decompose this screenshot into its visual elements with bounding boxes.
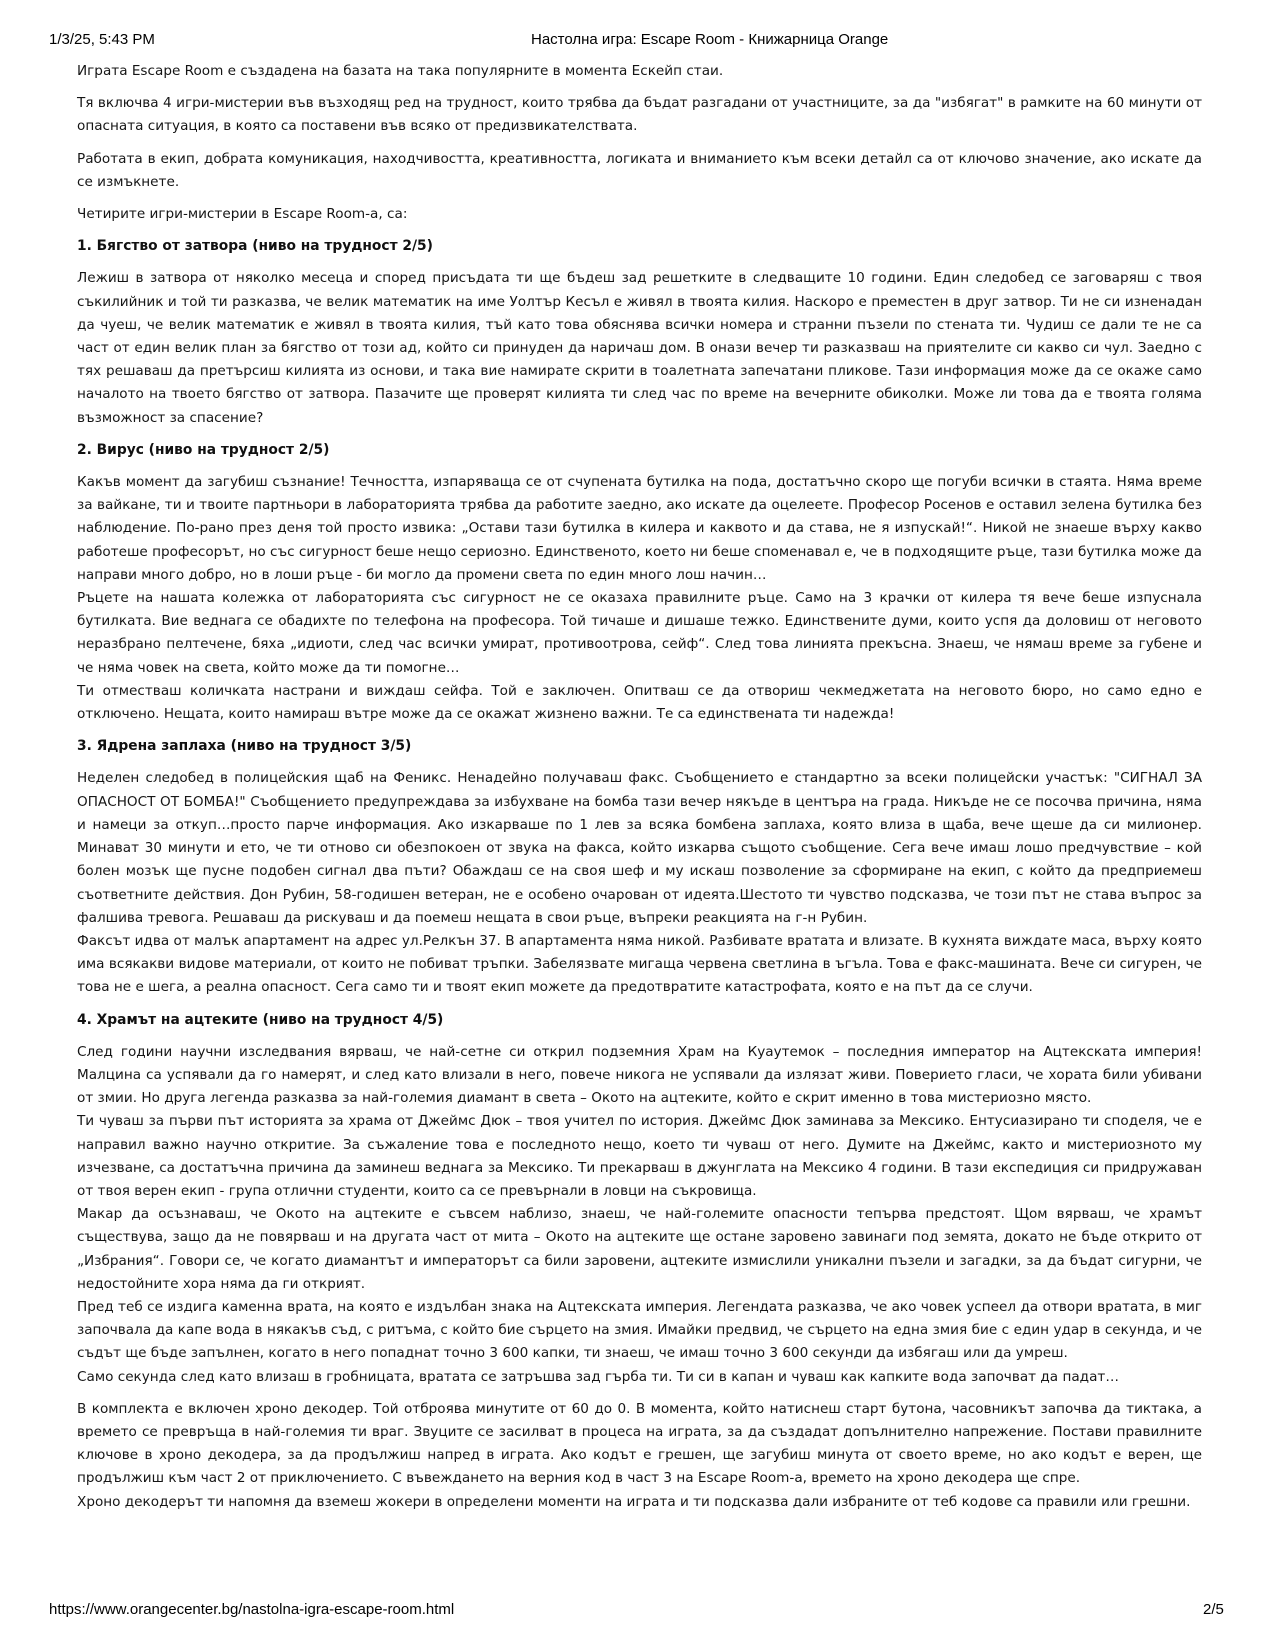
section-paragraph: След години научни изследвания вярваш, че най-сетне си открил подземния Храм на Куаутемок – последния император на Ацтекската империя! Малцина са успявали да го намерят, и след като влизали в него, повече никога не успявали да излязат живи. Повериeто гласи, че хората били убивани от змии. Но друга легенда разказва за най-големия диамант в света – Окото на ацтеките, който е скрит именно в това мистериозно място. bbox=[77, 1043, 1202, 1107]
section-heading: 3. Ядрена заплаха (ниво на трудност 3/5) bbox=[77, 738, 412, 755]
section-heading: 2. Вирус (ниво на трудност 2/5) bbox=[77, 441, 330, 458]
page-url[interactable]: https://www.orangecenter.bg/nastolna-igra-escape-room.html bbox=[49, 1601, 455, 1618]
section-paragraph: Какъв момент да загубиш съзнание! Течността, изпаряваща се от счупената бутилка на пода, достатъчно скоро ще погуби всички в стаята. Няма време за вайкане, ти и твоите партньори в лабораторията трябва да работите заедно, ако искате да оцелеете. Професор Росенов е оставил зелена бутилка без наблюдение. По-рано през деня той просто извика: „Остави тази бутилка в килера и каквото и да става, не я изпускай!“. Никой не знаеше върху какво работеше професорът, но със сигурност беше нещо сериозно. Единственото, което ни беше споменавал е, че в подходящите ръце, тази бутилка може да направи много добро, но в лоши ръце - би могло да промени света по един много лош начин… bbox=[77, 474, 1202, 583]
section-paragraph: Само секунда след като влизаш в гробницата, вратата се затръшва зад гърба ти. Ти си в капан и чуваш как капките вода започват да падат… bbox=[77, 1368, 1119, 1385]
closing-paragraph: Хроно декодерът ти напомня да вземеш жокери в определени моменти на играта и ти подсказва дали избраните от теб кодове са правили или грешни. bbox=[77, 1493, 1191, 1510]
section-paragraph: Ти чуваш за първи път историята за храма от Джеймс Дюк – твоя учител по история. Джеймс Дюк заминава за Мексико. Ентусиазирано ти споделя, че е направил важно научно откритие. За съжаление това е последното нещо, което ти чуваш от него. Думите на Джеймс, както и мистериозното му изчезване, са достатъчна причина да заминеш веднага за Мексико. Ти прекарваш в джунглата на Мексико 4 години. В тази експедиция си придружаван от твоя верен екип - група отлични студенти, които са се превърнали в ловци на съкровища. bbox=[77, 1113, 1202, 1199]
closing-paragraph: В комплекта е включен хроно декодер. Той отброява минутите от 60 до 0. В момента, който натиснеш старт бутона, часовникът започва да тиктака, а времето се превръща в най-големия ти враг. Звуците се засилват в процеса на играта, за да създадат допълнително напрежение. Постави правилните ключове в хроно декодера, за да продължиш напред в играта. Ако кодът е грешен, ще загубиш минута от своето време, но ако кодът е верен, ще продължиш към част 2 от приключението. С въвеждането на верния код в част 3 на Escape Room-а, времето на хроно декодера ще спре. bbox=[77, 1400, 1202, 1487]
section-heading: 1. Бягство от затвора (ниво на трудност 2/5) bbox=[77, 238, 433, 255]
section-paragraph: Лежиш в затвора от няколко месеца и според присъдата ти ще бъдеш зад решетките в следващите 10 години. Един следобед се заговаряш с твоя съкилийник и той ти разказва, че велик математик на име Уолтър Кесъл е живял в твоята килия. Наскоро е преместен в друг затвор. Ти не си изненадан да чуеш, че велик математик е живял в твоята килия, тъй като това обяснява всички номера и странни пъзели по стената ти. Чудиш се дали те не са част от един велик план за бягство от този ад, който си принуден да наричаш дом. В онази вечер ти разказваш на приятелите си какво си чул. Заедно с тях решаваш да претърсиш килията из основи, и така вие намирате скрити в тоалетната запечатани пликове. Тази информация може да се окаже само началото на твоето бягство от затвора. Пазачите ще проверят килията ти след час по време на вечерните обиколки. Може ли това да е твоята голяма възможност за спасение? bbox=[77, 270, 1202, 426]
section-paragraph: Пред теб се издига каменна врата, на която е издълбан знака на Ацтекската империя. Легендата разказва, че ако човек успеел да отвори вратата, в миг започвала да капе вода в някакъв съд, с ритъма, с който бие сърцето на змия. Имайки предвид, че сърцето на една змия бие с един удар в секунда, и че съдът ще бъде запълнен, когато в него попаднат точно 3 600 капки, ти знаеш, че имаш точно 3 600 секунди да избягаш или да умреш. bbox=[77, 1298, 1202, 1362]
intro-paragraph: Тя включва 4 игри-мистерии във възходящ ред на трудност, които трябва да бъдат разгадани от участниците, за да "избягат" в рамките на 60 минути от опасната ситуация, в която са поставени във всяко от предизвикателствата. bbox=[77, 95, 1202, 135]
page-title: Настолна игра: Escape Room - Книжарница Orange bbox=[531, 31, 889, 48]
page-number: 2/5 bbox=[1203, 1601, 1224, 1618]
section-paragraph: Неделен следобед в полицейския щаб на Феникс. Ненадейно получаваш факс. Съобщението е стандартно за всеки полицейски участък: "СИГНАЛ ЗА ОПАСНОСТ ОТ БОМБА!" Съобщението предупреждава за избухване на бомба тази вечер някъде в центъра на града. Никъде не се посочва причина, няма и намеци за откуп…просто парче информация. Ако изкарваше по 1 лев за всяка бомбена заплаха, която влиза в щаба, вече щеше да си милионер. Минават 30 минути и ето, че ти отново си обезпокоен от звука на факса, който изкарва същото съобщение. Сега вече имаш лошо предчувствие – кой болен мозък ще пусне подобен сигнал два пъти? Обаждаш се на своя шеф и му искаш позволение за сформиране на екип, с който да предприемеш съответните действия. Дон Рубин, 58-годишен ветеран, не е особено очарован от идеята.Шестото ти чувство подсказва, че този път не става въпрос за фалшива тревога. Решаваш да рискуваш и да поемеш нещата в свои ръце, въпреки реакцията на г-н Рубин. bbox=[77, 770, 1202, 926]
intro-paragraph: Играта Escape Room е създадена на базата на така популярните в момента Ескейп стаи. bbox=[77, 63, 724, 79]
section-paragraph: Ръцете на нашата колежка от лабораторията със сигурност не се оказаха правилните ръце. Само на 3 крачки от килера тя вече беше изпуснала бутилката. Вие веднага се обадихте по телефона на професора. Той тичаше и дишаше тежко. Единствените думи, които успя да доловиш от неговото неразбрано пелтечене, бяха „идиоти, след час всички умират, противоотрова, сейф“. След това линията прекъсна. Знаеш, че нямаш време за губене и че няма човек на света, който може да ти помогне… bbox=[77, 590, 1202, 676]
intro-paragraph: Работата в екип, добрата комуникация, находчивостта, креативността, логиката и вниманието към всеки детайл са от ключово значение, ако искате да се измъкнете. bbox=[77, 150, 1202, 190]
section-paragraph: Макар да осъзнаваш, че Окото на ацтеките е съвсем наблизо, знаеш, че най-големите опасности тепърва предстоят. Щом вярваш, че храмът съществува, защо да не повярваш и на другата част от мита – Окото на ацтеките ще остане заровено завинаги под земята, докато не бъде открито от „Избрания“. Говори се, че когато диамантът и императорът са били заровени, ацтеките измислили уникални пъзели и загадки, за да бъдат сигурни, че недостойните хора няма да ги открият. bbox=[77, 1206, 1202, 1292]
article-body bbox=[77, 60, 1202, 1523]
section-paragraph: Ти отместваш количката настрани и виждаш сейфа. Той е заключен. Опитваш се да отвориш чекмеджетата на неговото бюро, но само едно е отключено. Нещата, които намираш вътре може да се окажат жизнено важни. Те са единствената ти надежда! bbox=[77, 682, 1202, 723]
section-heading: 4. Храмът на ацтеките (ниво на трудност 4/5) bbox=[77, 1011, 444, 1028]
section-paragraph: Факсът идва от малък апартамент на адрес ул.Релкън 37. В апартамента няма никой. Разбивате вратата и влизате. В кухнята виждате маса, върху която има всякакви видове материали, от които не побиват тръпки. Забелязвате мигаща червена светлина в ъгъла. Това е факс-машината. Вече си сигурен, че това не е шега, а реална опасност. Сега само ти и твоят екип можете да предотвратите катастрофата, която е на път да се случи. bbox=[77, 932, 1202, 996]
intro-paragraph: Четирите игри-мистерии в Escape Room-а, са: bbox=[77, 206, 408, 223]
print-datetime: 1/3/25, 5:43 PM bbox=[49, 31, 155, 48]
